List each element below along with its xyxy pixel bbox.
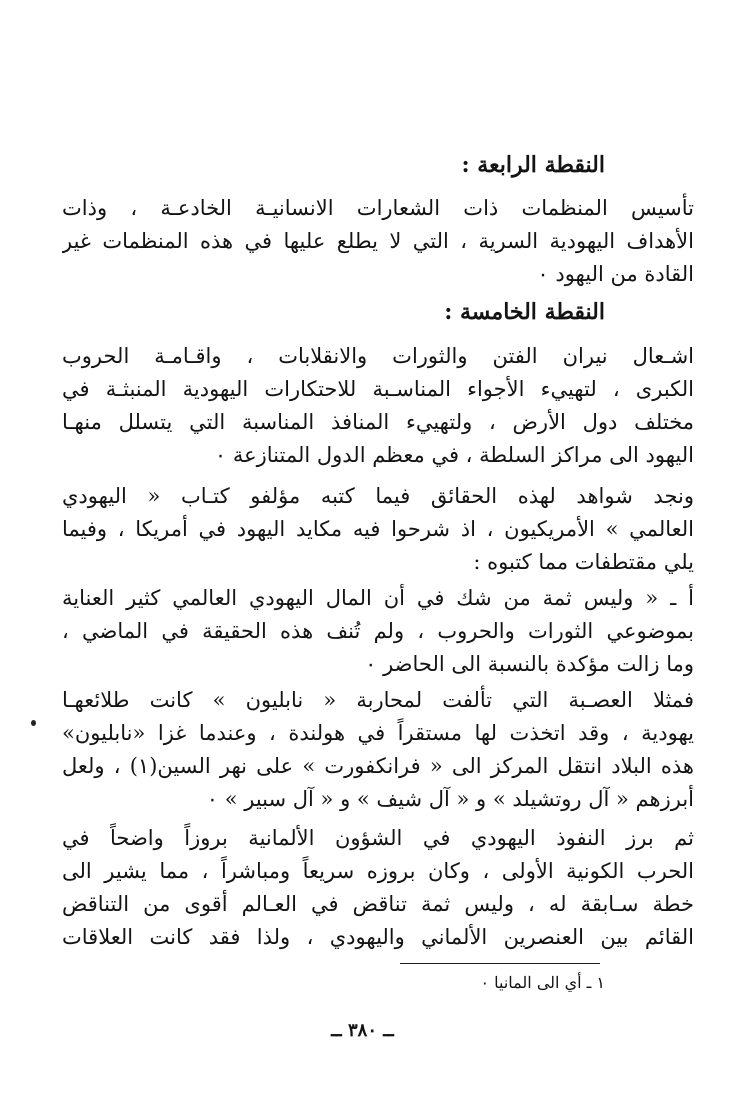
text-line: فمثلا العصـبة التي تألفت لمحاربة « نابليون » كانت طلائعهـا [62, 688, 694, 712]
text-line: القادة من اليهود ٠ [537, 262, 694, 286]
text-line: ونجد شواهد لهذه الحقائق فيما كتبه مؤلفو كتـاب « اليهودي [62, 484, 694, 508]
footnote-divider [400, 963, 600, 964]
text-line: القائم بين العنصرين الألماني واليهودي ، ولذا فقد كانت العلاقات [62, 925, 694, 949]
margin-mark [31, 720, 36, 726]
text-line: الكبرى ، لتهييء الأجواء المناسـبة للاحتكارات اليهودية المنبثـة في [62, 377, 694, 401]
text-line: تأسيس المنظمات ذات الشعارات الانسانيـة الخادعـة ، وذات [62, 196, 694, 220]
footnote: ١ ـ أي الى المانيا ٠ [480, 973, 605, 992]
paragraph-evidence [62, 480, 694, 579]
paragraph-point-five [62, 340, 694, 472]
paragraph-napoleon [62, 684, 694, 816]
text-line: وما زالت مؤكدة بالنسبة الى الحاضر ٠ [365, 652, 694, 676]
text-line: هذه البلاد انتقل المركز الى « فرانكفورت » على نهر السين(١) ، ولعل [62, 754, 694, 778]
paragraph-point-four [62, 192, 694, 291]
text-line: بموضوعي الثورات والحروب ، ولم تُنف هذه الحقيقة في الماضي ، [62, 619, 694, 643]
text-line: أ ـ « وليس ثمة من شك في أن المال اليهودي العالمي كثير العناية [62, 586, 694, 610]
text-line: اشـعال نيران الفتن والثورات والانقلابات ، واقـامـة الحروب [62, 344, 694, 368]
heading-point-four: النقطة الرابعة : [461, 152, 605, 178]
page-number: ــ ٣٨٠ ــ [331, 1020, 394, 1041]
text-line: أبرزهم « آل روتشيلد » و « آل شيف » و « آل سبير » ٠ [206, 787, 694, 811]
paragraph-germany [62, 822, 694, 954]
heading-point-five: النقطة الخامسة : [444, 299, 605, 325]
text-line: يهودية ، وقد اتخذت لها مستقراً في هولندة ، وعندما غزا «نابليون» [62, 721, 694, 745]
text-line: مختلف دول الأرض ، ولتهييء المنافذ المناسبة التي يتسلل منهـا [62, 410, 694, 434]
text-line: خطة سـابقة له ، وليس ثمة تناقض في العـالم أقوى من التناقض [62, 892, 694, 916]
text-line: الحرب الكونية الأولى ، وكان بروزه سريعاً ومباشراً ، مما يشير الى [62, 859, 694, 883]
text-line: الأهداف اليهودية السرية ، التي لا يطلع عليها في هذه المنظمات غير [62, 229, 694, 253]
text-line: اليهود الى مراكز السلطة ، في معظم الدول المتنازعة ٠ [214, 443, 694, 467]
paragraph-item-alef [62, 582, 694, 681]
text-line: يلي مقتطفات مما كتبوه : [473, 550, 694, 574]
text-line: العالمي » الأمريكيون ، اذ شرحوا فيه مكايد اليهود في أمريكا ، وفيما [62, 517, 694, 541]
text-line: ثم برز النفوذ اليهودي في الشؤون الألمانية بروزاً واضحاً في [62, 826, 694, 850]
